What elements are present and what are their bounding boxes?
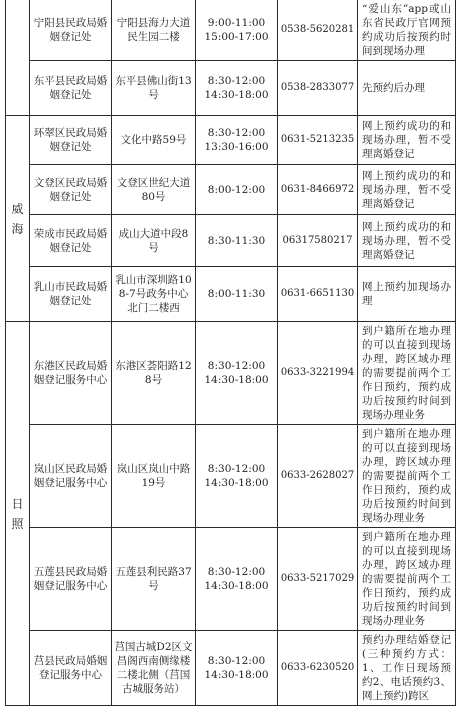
address-cell: 五莲县利民路37号 bbox=[112, 528, 196, 631]
address-cell: 宁阳县海力大道民生园二楼 bbox=[112, 0, 196, 61]
table-row bbox=[6, 322, 456, 425]
table-row bbox=[6, 116, 456, 165]
table-row bbox=[6, 61, 456, 116]
note-cell: 到户籍所在地办理的可以直接到现场办理，跨区域办理的需要提前两个工作日预约，预约成功后按预约时间到现场办理业务 bbox=[358, 528, 456, 631]
hours-cell: 8:30-12:00 13:30-16:00 bbox=[196, 116, 278, 165]
address-cell: 乳山市深圳路108-7号政务中心北门二楼西 bbox=[112, 267, 196, 322]
table-row bbox=[6, 165, 456, 215]
note-cell: 到户籍所在地办理的可以直接到现场办理，跨区域办理的需要提前两个工作日预约，预约成功后按预约时间到现场办理业务 bbox=[358, 425, 456, 528]
hours-cell: 8:00-11:30 bbox=[196, 267, 278, 322]
note-cell: 网上预约成功的和现场办理，暂不受理离婚登记 bbox=[358, 116, 456, 165]
hours-cell: 8:30-12:00 14:30-18:00 bbox=[196, 631, 278, 706]
table-row bbox=[6, 528, 456, 631]
address-cell: 岚山区岚山中路19号 bbox=[112, 425, 196, 528]
phone-cell: 0538-5620281 bbox=[278, 0, 358, 61]
table-row bbox=[6, 0, 456, 61]
note-cell: 网上预约成功的和现场办理，暂不受理离婚登记 bbox=[358, 215, 456, 267]
note-cell: “爱山东”app或山东省民政厅官网预约成功后按预约时间到现场办理 bbox=[358, 0, 456, 61]
phone-cell: 0633-3221994 bbox=[278, 322, 358, 425]
office-cell: 岚山区民政局婚姻登记服务中心 bbox=[30, 425, 112, 528]
office-cell: 环翠区民政局婚姻登记处 bbox=[30, 116, 112, 165]
phone-cell: 06317580217 bbox=[278, 215, 358, 267]
address-cell: 东平县佛山街13号 bbox=[112, 61, 196, 116]
address-cell: 文化中路59号 bbox=[112, 116, 196, 165]
phone-cell: 0631-8466972 bbox=[278, 165, 358, 215]
hours-cell: 8:30-12:00 14:30-18:00 bbox=[196, 61, 278, 116]
office-cell: 宁阳县民政局婚姻登记处 bbox=[30, 0, 112, 61]
phone-cell: 0633-5217029 bbox=[278, 528, 358, 631]
note-cell: 预约办理结婚登记(三种预约方式：1、工作日现场预约2、电话预约3、网上预约)跨区 bbox=[358, 631, 456, 706]
phone-cell: 0633-2628027 bbox=[278, 425, 358, 528]
phone-cell: 0538-2833077 bbox=[278, 61, 358, 116]
city-cell: 威 海 bbox=[6, 116, 30, 322]
office-cell: 东港区民政局婚姻登记服务中心 bbox=[30, 322, 112, 425]
office-cell: 乳山市民政局婚姻登记处 bbox=[30, 267, 112, 322]
office-cell: 莒县民政局婚姻登记服务中心 bbox=[30, 631, 112, 706]
hours-cell: 8:30-12:00 14:30-18:00 bbox=[196, 425, 278, 528]
address-cell: 成山大道中段8号 bbox=[112, 215, 196, 267]
marriage-registration-table bbox=[5, 0, 456, 706]
table-row bbox=[6, 215, 456, 267]
office-cell: 东平县民政局婚姻登记处 bbox=[30, 61, 112, 116]
note-cell: 网上预约加现场办理 bbox=[358, 267, 456, 322]
hours-cell: 8:30-12:00 14:30-18:00 bbox=[196, 322, 278, 425]
table-row bbox=[6, 267, 456, 322]
city-cell bbox=[6, 0, 30, 116]
hours-cell: 9:00-11:00 15:00-17:00 bbox=[196, 0, 278, 61]
office-cell: 文登区民政局婚姻登记处 bbox=[30, 165, 112, 215]
note-cell: 到户籍所在地办理的可以直接到现场办理，跨区域办理的需要提前两个工作日预约，预约成功后按预约时间到现场办理业务 bbox=[358, 322, 456, 425]
office-cell: 五莲县民政局婚姻登记服务中心 bbox=[30, 528, 112, 631]
note-cell: 先预约后办理 bbox=[358, 61, 456, 116]
hours-cell: 8:30-12:00 14:30-18:00 bbox=[196, 528, 278, 631]
address-cell: 文登区世纪大道80号 bbox=[112, 165, 196, 215]
phone-cell: 0631-5213235 bbox=[278, 116, 358, 165]
address-cell: 莒国古城D2区文昌阁西南侧缘楼二楼北侧（莒国古城服务站） bbox=[112, 631, 196, 706]
office-cell: 荣成市民政局婚姻登记处 bbox=[30, 215, 112, 267]
hours-cell: 8:30-11:30 bbox=[196, 215, 278, 267]
hours-cell: 8:00-12:00 bbox=[196, 165, 278, 215]
city-cell: 日 照 bbox=[6, 322, 30, 706]
table-row bbox=[6, 631, 456, 706]
address-cell: 东港区荟阳路128号 bbox=[112, 322, 196, 425]
table-row bbox=[6, 425, 456, 528]
phone-cell: 0631-6651130 bbox=[278, 267, 358, 322]
phone-cell: 0633-6230520 bbox=[278, 631, 358, 706]
note-cell: 网上预约成功的和现场办理，暂不受理离婚登记 bbox=[358, 165, 456, 215]
